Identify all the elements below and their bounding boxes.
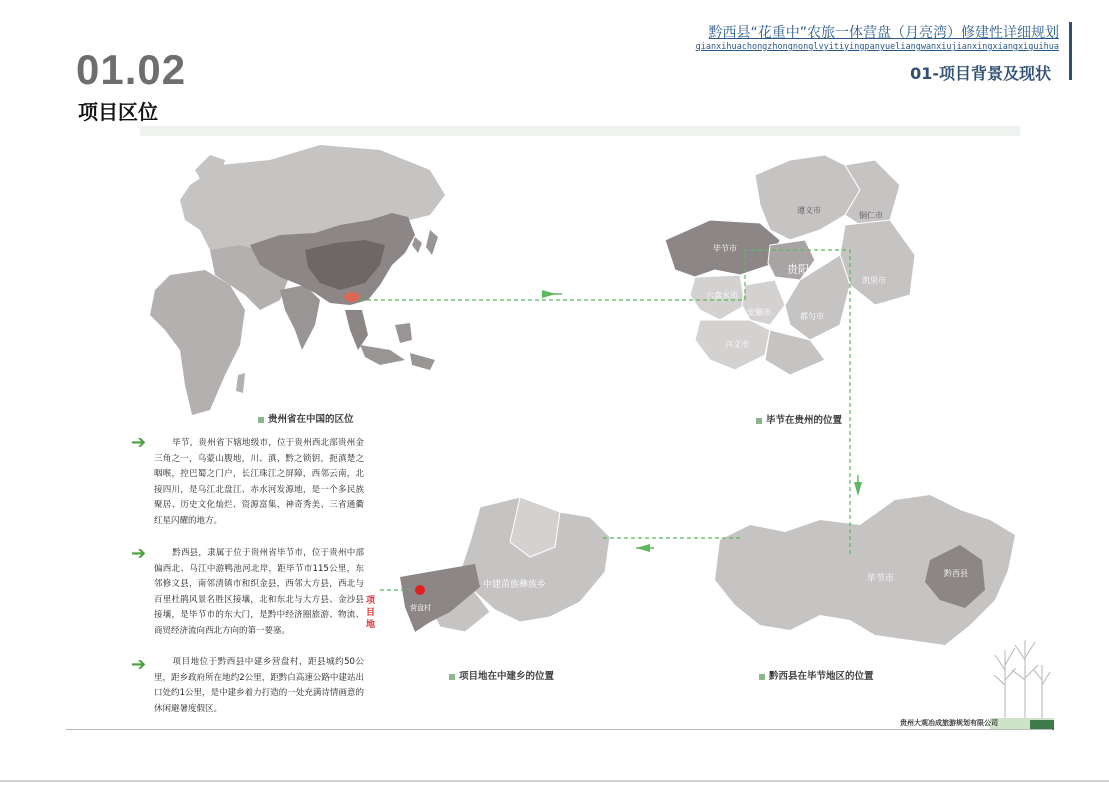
- paragraph-bijie: 毕节，贵州省下辖地级市，位于贵州西北部贵州金三角之一，乌蒙山腹地，川、滇、黔之锁钥，扼滇楚之咽喉，控巴蜀之门户，长江珠江之屏障，西邻云南，北接四川，是乌江北盘江、赤水河发源地，是一个多民族聚居、历史文化灿烂、资源富集、神奇秀美、三省通衢红星闪耀的地方。: [154, 438, 364, 526]
- label-zhongjian: 中建苗族彝族乡: [483, 580, 547, 590]
- project-title[interactable]: 黔西县“花重中”农旅一体营盘（月亮湾）修建性详细规划: [708, 25, 1059, 41]
- label-kaili: 凯里市: [862, 276, 886, 285]
- caption-guizhou: 毕节在贵州的位置: [756, 412, 842, 426]
- tree-illustration: [990, 630, 1054, 730]
- chapter-title: 01-项目背景及现状: [910, 64, 1051, 83]
- paragraph-project: 项目地位于黔西县中建乡营盘村，距县城约50公里，距乡政府所在地约2公里，距黔白高速公路中建站出口处约1公里，是中建乡着力打造的一处充满诗情画意的休闲避暑度假区。: [154, 657, 364, 714]
- caption-zhongjian: 项目地在中建乡的位置: [449, 668, 554, 682]
- footer-divider: [66, 729, 1052, 730]
- label-zunyi: 遵义市: [797, 206, 821, 215]
- project-site-label: 项目地: [366, 596, 376, 630]
- label-yingpan: 营盘村: [410, 604, 431, 612]
- section-title: 项目区位: [78, 100, 158, 124]
- label-qianxi: 黔西县: [944, 569, 968, 578]
- label-xingyi: 兴义市: [725, 340, 749, 349]
- label-guiyang: 贵阳: [787, 263, 809, 276]
- label-liupanshui: 六盘水市: [706, 291, 738, 300]
- label-duyun: 都匀市: [800, 312, 824, 321]
- arrow-right-icon: ➔: [131, 432, 147, 453]
- arrow-right-icon: ➔: [131, 543, 147, 564]
- label-bijie: 毕节市: [713, 244, 737, 253]
- arrow-right-icon: ➔: [131, 654, 147, 675]
- project-pinyin[interactable]: qianxihuachongzhongnonglvyitiyingpanyueliangwanxiujianxingxiangxiguihua: [695, 42, 1059, 52]
- label-tongren: 铜仁市: [859, 211, 883, 220]
- label-anshun: 安顺市: [747, 308, 771, 317]
- section-number: 01.02: [76, 46, 187, 93]
- page-bottom-divider: [0, 780, 1109, 782]
- caption-world: 贵州省在中国的区位: [258, 411, 354, 425]
- company-name: 贵州大观冶成旅游规划有限公司: [900, 719, 998, 727]
- caption-bijie: 黔西县在毕节地区的位置: [759, 668, 874, 682]
- paragraph-qianxi: 黔西县，隶属于位于贵州省毕节市，位于贵州中部偏西北、乌江中游鸭池河北岸，距毕节市115公里，东邻修文县，南邻清镇市和织金县，西邻大方县，西北与百里杜鹃风景名胜区接壤，北和东北与大方县、金沙县接壤，是毕节市的东大门，是黔中经济圈旅游、物流、商贸经济流向西北方向的第一要塞。: [154, 548, 364, 636]
- label-bijie-city: 毕节市: [867, 574, 895, 584]
